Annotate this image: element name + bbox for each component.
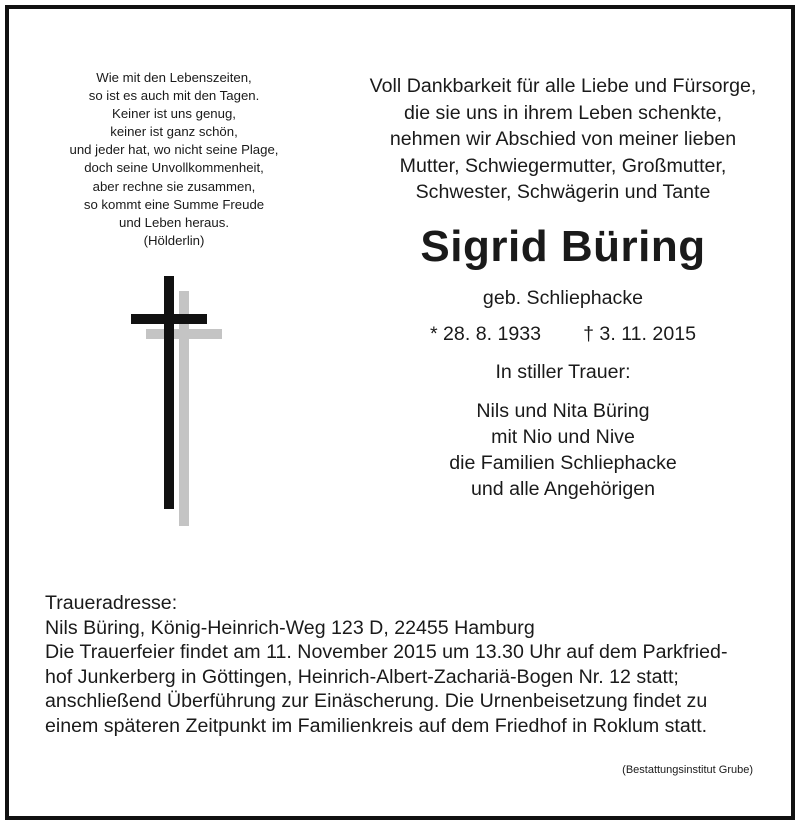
ceremony-line: hof Junkerberg in Göttingen, Heinrich-Albert-Zachariä-Bogen Nr. 12 statt;	[45, 665, 679, 688]
cross-vertical	[164, 276, 174, 509]
deceased-name: Sigrid Büring	[420, 222, 706, 271]
cross-shadow-horizontal	[146, 329, 222, 339]
life-dates	[327, 321, 799, 347]
mourning-heading: In stiller Trauer:	[495, 361, 631, 383]
poem-line: Wie mit den Lebenszeiten,	[96, 70, 252, 85]
poem	[39, 69, 309, 250]
poem-line: so ist es auch mit den Tagen.	[88, 88, 260, 104]
mourner-line: Nils und Nita Büring	[476, 400, 650, 422]
undertaker-credit: (Bestattungsinstitut Grube)	[622, 764, 753, 776]
mourners-list	[327, 398, 799, 502]
cross-icon	[129, 271, 229, 526]
poem-line: doch seine Unvollkommenheit,	[84, 160, 264, 176]
poem-line: so kommt eine Summe Freude	[83, 196, 265, 212]
address-label: Traueradresse:	[45, 592, 178, 614]
cross-shadow-vertical	[179, 291, 189, 526]
intro-line: nehmen wir Abschied von meiner lieben	[389, 128, 737, 150]
intro-line: Mutter, Schwiegermutter, Großmutter,	[399, 154, 727, 177]
poem-author: (Hölderlin)	[143, 232, 205, 248]
mourner-line: mit Nio und Nive	[491, 426, 635, 448]
ceremony-line: Die Trauerfeier findet am 11. November 2015 um 13.30 Uhr auf dem Parkfried-	[45, 641, 728, 663]
ceremony-line: einem späteren Zeitpunkt im Familienkreis auf dem Friedhof in Roklum statt.	[45, 714, 708, 737]
birth-date: * 28. 8. 1933	[429, 323, 542, 345]
intro-line: die sie uns in ihrem Leben schenkte,	[403, 101, 723, 124]
death-date: † 3. 11. 2015	[583, 323, 697, 345]
poem-line: Keiner ist uns genug,	[112, 106, 236, 122]
poem-line: und Leben heraus.	[119, 214, 229, 230]
poem-line: und jeder hat, wo nicht seine Plage,	[69, 142, 279, 158]
poem-line: keiner ist ganz schön,	[110, 124, 238, 140]
birth-name: geb. Schliephacke	[482, 287, 644, 309]
intro-line: Voll Dankbarkeit für alle Liebe und Fürsorge,	[369, 75, 757, 97]
funeral-details	[45, 591, 785, 738]
intro-text	[327, 73, 799, 206]
cross-horizontal	[131, 314, 207, 324]
poem-line: aber rechne sie zusammen,	[92, 178, 256, 194]
mourner-line: und alle Angehörigen	[470, 478, 656, 500]
intro-line: Schwester, Schwägerin und Tante	[415, 181, 711, 203]
mourner-line: die Familien Schliephacke	[449, 452, 677, 474]
ceremony-line: anschließend Überführung zur Einäscherung. Die Urnenbeisetzung findet zu	[45, 690, 708, 712]
address-line: Nils Büring, König-Heinrich-Weg 123 D, 22455 Hamburg	[45, 616, 535, 639]
obituary-frame	[5, 5, 795, 820]
